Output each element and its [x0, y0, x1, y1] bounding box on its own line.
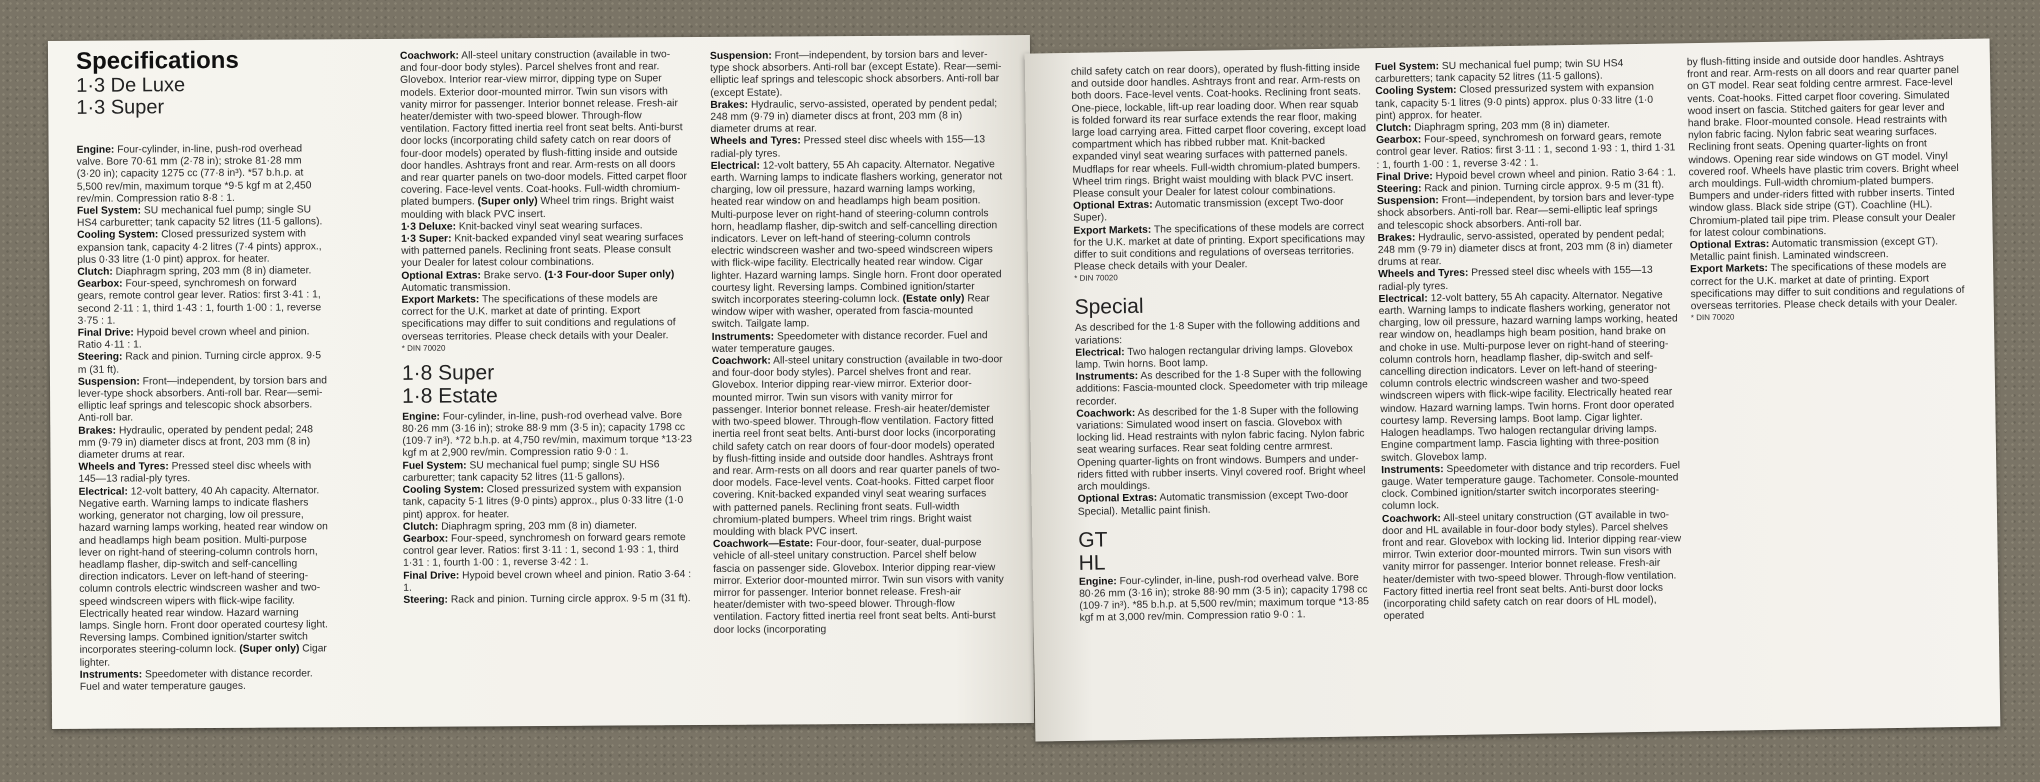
spec-paragraph	[1375, 82, 1676, 123]
spec-label: Electrical:	[1075, 346, 1125, 359]
spec-paragraph	[78, 351, 328, 377]
model-heading-2: 1·3 Super	[76, 96, 165, 119]
spec-paragraph	[710, 49, 1002, 100]
spec-label: Coachwork:	[711, 355, 771, 368]
spec-text: Speedometer with distance recorder. Fuel and water temperature gauges.	[711, 329, 988, 355]
spec-paragraph	[711, 159, 1004, 332]
spec-list	[1075, 343, 1373, 518]
spec-text: Four-cylinder, in-line, push-rod overhead valve. Bore 80·26 mm (3·16 in); stroke 88·90 mm (3·5 in); capacity 1798 cc (109·7 in³). *85 b.h.p. at 5,500 rev/min; maximum torque *13·85 kgf m at 3,000 rev/min. Compression ratio 9·0 : 1.	[1079, 572, 1370, 625]
spec-label: Steering:	[77, 352, 123, 364]
spec-paragraph	[78, 375, 328, 425]
spec-text: Four-cylinder, in-line, push-rod overhead valve. Bore 70·61 mm (2·78 in); stroke 81·28 mm (3·20 in); capacity 1275 cc (77·8 in³). *57 b.h.p. at 5,500 rev/min, maximum torque *9·5 kgf m at 2,450 rev/min. Compression ratio 8·8 : 1.	[76, 143, 312, 205]
spec-paragraph	[401, 232, 691, 270]
spec-text: The specifications of these models are correct for the U.K. market at date of printing. Export specifications may differ to suit conditions and regulations of overseas territories. Please check details with your Dealer.	[1073, 220, 1366, 274]
spec-paragraph	[77, 229, 327, 267]
spec-text: Rack and pinion. Turning circle approx. 9·5 m (31 ft).	[1421, 179, 1665, 195]
spec-label: Optional Extras:	[1072, 199, 1153, 213]
model-heading-gt: GT	[1078, 528, 1108, 552]
right-page	[1025, 38, 2001, 741]
left-page	[48, 35, 1034, 729]
din-footnote: * DIN 70020	[1690, 312, 1735, 323]
spec-paragraph	[401, 269, 691, 295]
model-heading-special: Special	[1074, 295, 1144, 320]
spec-label: Cooling System:	[402, 484, 484, 496]
spec-paragraph	[403, 569, 693, 595]
spec-text: Closed pressurized system with expansion tank, capacity 4·2 litres (7·4 pints) approx., plus 0·33 litre (1·0 pint) approx. for heater.	[77, 228, 322, 266]
model-heading-hl: HL	[1078, 551, 1106, 575]
spec-paragraph	[710, 98, 1002, 136]
spec-label: Coachwork—Estate:	[712, 538, 814, 551]
spec-label: Clutch:	[1375, 122, 1412, 135]
spec-label: Engine:	[402, 411, 441, 423]
spec-paragraph	[403, 593, 693, 607]
spec-text: Four-speed, synchromesh on forward gears remote control gear lever. Ratios: first 3·11 : 1, second 1·93 : 1, third 1·31 : 1, fourth 1·00 : 1, reverse 3·42 : 1.	[402, 532, 686, 570]
spec-text: The specifications of these models are correct for the U.K. market at date of printing. Export specifications may differ to suit conditions and regulations of overseas territories. Please check details with your Dealer.	[1690, 260, 1965, 313]
spec-label: Wheels and Tyres:	[78, 461, 169, 474]
spec-text: Speedometer with distance and trip recorders. Fuel gauge. Water temperature gauge. Tachometer. Console-mounted clock. Combined ignition/starter switch incorporates steering-column lock.	[1381, 460, 1681, 513]
spec-note: (Super only)	[474, 196, 538, 208]
spec-text: Four-speed, synchromesh on forward gears, remote control gear lever. Ratios: first 3·41 : 1, second 2·11 : 1, third 1·43 : 1, fourth 1·00 : 1, reverse 3·75 : 1.	[77, 277, 322, 327]
spec-list	[710, 49, 1006, 637]
spec-list	[1071, 62, 1369, 274]
spec-paragraph	[712, 354, 1005, 539]
spec-text: SU mechanical fuel pump; single SU HS4 carburetter; tank capacity 52 litres (11·5 gallons).	[76, 204, 323, 230]
spec-label: Optional Extras:	[1689, 238, 1770, 252]
spec-label: Electrical:	[710, 160, 760, 172]
spec-label: Electrical:	[78, 486, 128, 498]
spec-text: Front—independent, by torsion bars and lever-type shock absorbers. Anti-roll bar (except Estate). Rear—semi-elliptic leaf springs and telescopic shock absorbers. Anti-roll bar (except Estate).	[710, 49, 1002, 99]
spec-label: Export Markets:	[401, 294, 480, 306]
spec-text: Rack and pinion. Turning circle approx. 9·5 m (31 ft).	[447, 593, 691, 606]
spec-label: Cooling System:	[77, 229, 159, 242]
spec-text: Front—independent, by torsion bars and lever-type shock absorbers. Anti-roll bar. Rear—semi-elliptic leaf springs and telescopic shock absorbers. Anti-roll bar.	[1377, 191, 1675, 232]
column-1	[76, 47, 330, 694]
spec-paragraph	[77, 278, 327, 328]
spec-label: Final Drive:	[1376, 171, 1433, 183]
spec-label: Final Drive:	[77, 327, 134, 339]
spec-list	[77, 143, 330, 694]
spec-paragraph	[1076, 367, 1372, 408]
spec-label: Optional Extras:	[401, 270, 481, 282]
spec-text: Diaphragm spring, 203 mm (8 in) diameter.	[1411, 119, 1610, 134]
spec-paragraph	[711, 135, 1003, 161]
spec-text: Four-speed, synchromesh on forward gears, remote control gear lever. Ratios: first 3·11 : 1, second 1·93 : 1, third 1·31 : 1, fourth 1·00 : 1, reverse 3·42 : 1.	[1376, 130, 1676, 171]
spec-text: Hydraulic, operated by pendent pedal; 248 mm (9·79 in) diameter discs at front, 203 mm (8 in) diameter drums at rear.	[78, 424, 314, 461]
spec-label: Steering:	[403, 594, 449, 606]
spec-text: Knit-backed vinyl seat wearing surfaces.	[455, 220, 643, 233]
spec-text: As described for the 1·8 Super with the following additions: Fascia-mounted clock. Speedometer with trip mileage recorder.	[1075, 367, 1368, 408]
spec-text: As described for the 1·8 Super with the following variations: Simulated wood insert on fascia. Glovebox with locking lid. Head restraints with nylon fabric facing. Nylon fabric seat wearing surfaces. Rear seat folding centre armrest. Opening quarter-lights on front windows. Bumpers and under-riders fitted with rubber inserts. Vinyl covered roof. Bright wheel arch mouldings.	[1076, 404, 1366, 493]
spec-label: Export Markets:	[1073, 224, 1152, 237]
spec-label: Coachwork:	[399, 50, 459, 62]
column-4	[1071, 62, 1375, 625]
spec-paragraph	[1076, 404, 1372, 494]
spec-text: Automatic transmission (except Two-door Special). Metallic paint finish.	[1077, 489, 1349, 518]
special-intro: As described for the 1·8 Super with the following additions and variations:	[1074, 318, 1361, 347]
spec-text: All-steel unitary construction (available in two-door and four-door body styles). Parcel shelves front and rear. Glovebox. Interior dipping rear-view mirror. Exterior door-mounted mirror. Twin sun visors with vanity mirror for passenger. Interior bonnet release. Fresh-air heater/demister with two-speed blower. Through-flow ventilation. Factory fitted inertia reel front seat belts. Anti-burst door locks (incorporating child safety catch on rear doors of four-door models) operated by flush-fitting inside and outside door handles. Ashtrays front and rear. Arm-rests on all doors and rear quarter panels of two-door models. Face-level vents. Coat-hooks. Fitted carpet floor covering. Knit-backed expanded vinyl seat wearing surfaces with patterned panels. Reclining front seats. Full-width chromium-plated bumpers. Wheel trim rings. Bright waist moulding with black PVC insert.	[711, 354, 1003, 538]
spec-text: Diaphragm spring, 203 mm (8 in) diameter.	[112, 265, 312, 278]
spec-paragraph	[402, 459, 692, 485]
spec-paragraph	[1071, 62, 1368, 201]
model-heading-4: 1·8 Estate	[402, 384, 498, 408]
spec-text: 12-volt battery, 40 Ah capacity. Alternator. Negative earth. Warning lamps to indicate flashers working, generator not charging, low oil pressure, hazard warning lamps working, heated rear window on and headlamps high beam position. Multi-purpose lever on right-hand of steering-column controls horn, headlamp flasher, dip-switch and self-cancelling direction indicators. Lever on left-hand of steering-column controls electric windscreen washer and two-speed windscreen wipers with flick-wipe facility. Electrically heated rear window. Hazard warning lamps. Single horn. Front door operated courtesy light. Reversing lamps. Combined ignition/starter switch incorporates steering-column lock.	[78, 485, 328, 657]
spec-label: Instruments:	[79, 669, 143, 681]
spec-text: Hypoid bevel crown wheel and pinion. Ratio 3·64 : 1.	[403, 568, 692, 594]
din-footnote: * DIN 70020	[401, 343, 446, 353]
spec-text: Pressed steel disc wheels with 145—13 radial-ply tyres.	[78, 460, 312, 486]
spec-paragraph	[77, 143, 327, 206]
spec-text: Two halogen rectangular driving lamps. Glovebox lamp. Twin horns. Boot lamp.	[1075, 343, 1353, 371]
spec-label: 1·3 Super:	[401, 233, 452, 245]
spec-paragraph	[403, 483, 693, 521]
spec-label: Final Drive:	[403, 570, 460, 582]
spec-paragraph	[79, 485, 330, 670]
spec-text: All-steel unitary construction (available in two- and four-door body styles). Parcel shelves front and rear. Glovebox. Interior rear-view mirror, dipping type on Super models. Exterior door-mounted mirror. Twin sun visors with vanity mirror for passenger. Interior bonnet release. Fresh-air heater/demister with two-speed blower. Through-flow ventilation. Factory fitted inertia reel front seat belts. Anti-burst door locks (incorporating child safety catch on rear doors of four-door models) operated by flush-fitting inside and outside door handles. Ashtrays front and rear. Arm-rests on all doors and rear quarter panels on two-door models. Fitted carpet floor covering. Face-level vents. Coat-hooks. Full-width chromium-plated bumpers.	[400, 49, 687, 209]
spec-note: (Super only)	[236, 643, 300, 656]
spec-label: Export Markets:	[1690, 263, 1769, 276]
spec-text: Knit-backed expanded vinyl seat wearing surfaces with patterned panels. Reclining front seats. Please consult your Dealer for latest colour combinations.	[401, 232, 684, 270]
spec-paragraph	[1377, 192, 1678, 233]
spec-text: Four-door, four-seater, dual-purpose vehicle of all-steel unitary construction. Parcel shelf below fascia on passenger side. Glovebox. Interior dipping rear-view mirror. Exterior door-mounted mirror. Twin sun visors with vanity mirror for passenger. Interior bonnet release. Fresh-air heater/demister with two-speed blower. Through-flow ventilation. Factory fitted inertia reel front seat belts. Anti-burst door locks (incorporating	[713, 537, 1004, 636]
spec-paragraph	[80, 668, 330, 694]
column-2	[400, 49, 693, 607]
spec-paragraph	[1378, 228, 1679, 269]
spec-text: Automatic transmission (except Two-door Super).	[1073, 196, 1344, 225]
spec-label: Suspension:	[77, 376, 140, 388]
spec-text: SU mechanical fuel pump; single SU HS6 carburetter; tank capacity 52 litres (11·5 gallons).	[402, 458, 660, 484]
spec-paragraph	[1376, 131, 1677, 172]
spec-text: child safety catch on rear doors), operated by flush-fitting inside and outside door handles. Ashtrays front and rear. Arm-rests on both doors. Face-level vents. Coat-hooks. Reclining front seats. One-piece, lockable, lift-up rear loading door. When rear squab is folded forward its rear surface extends the rear floor, making large load carrying area. Fitted carpet floor covering, except load compartment which has ribbed rubber mat. Knit-backed expanded vinyl seat wearing surfaces with patterned panels. Mudflaps for rear wheels. Full-width chromium-plated bumpers. Wheel trim rings. Bright waist moulding with black PVC insert. Please consult your Dealer for latest colour combinations.	[1070, 62, 1367, 200]
spec-text: Hydraulic, servo-assisted, operated by pendent pedal; 248 mm (9·79 in) diameter discs at front, 203 mm (8 in) diameter drums at rear.	[710, 98, 998, 136]
spec-text-tail: Cigar lighter.	[79, 643, 327, 669]
spec-label: Instruments:	[711, 331, 775, 343]
page-title: Specifications	[75, 46, 239, 75]
spec-text: Pressed steel disc wheels with 155—13 radial-ply tyres.	[1378, 265, 1653, 293]
spec-paragraph	[402, 410, 692, 461]
spec-text: Speedometer with distance recorder. Fuel and water temperature gauges.	[79, 668, 313, 693]
spec-text: Closed pressurized system with expansion tank, capacity 5·1 litres (9·0 pints) approx., plus 0·33 litre (1·0 pint) approx. for heater.	[402, 483, 684, 521]
spec-paragraph	[1073, 221, 1369, 274]
spec-label: Gearbox:	[77, 278, 123, 291]
spec-paragraph	[401, 293, 691, 344]
spec-paragraph	[712, 330, 1004, 356]
spec-label: Instruments:	[1381, 463, 1444, 476]
spec-paragraph	[1079, 572, 1375, 625]
spec-text-tail: Automatic transmission.	[401, 282, 511, 294]
spec-text: Diaphragm spring, 203 mm (8 in) diameter.	[438, 520, 637, 533]
spec-paragraph	[1078, 490, 1373, 519]
spec-label: Gearbox:	[402, 533, 449, 545]
spec-text: Hydraulic, servo-assisted, operated by pendent pedal; 248 mm (9·79 in) diameter discs at front, 203 mm (8 in) diameter drums at rear.	[1377, 228, 1673, 269]
spec-label: Brakes:	[78, 425, 117, 437]
spec-text: Rack and pinion. Turning circle approx. 9·5 m (31 ft).	[77, 350, 322, 376]
spec-paragraph	[1690, 260, 1971, 313]
spec-paragraph	[1378, 289, 1681, 465]
spec-label: Brakes:	[710, 99, 749, 111]
spec-text: 12-volt battery, 55 Ah capacity. Alternator. Negative earth. Warning lamps to indicate flashers working, generator not charging, low oil pressure, hazard warning lamps working, heated rear window on, headlamps high beam position, hand brake on and choke in use. Multi-purpose lever on right-hand of steering-column controls horn, headlamp flasher, dip-switch and self-cancelling direction indicators. Lever on left-hand of steering-column controls electric windscreen washer and two-speed windscreen wipers with flick-wipe facility. Electrically heated rear window. Hazard warning lamps. Twin horns. Front door operated courtesy lamp. Reversing lamps. Boot lamp. Cigar lighter. Halogen headlamps. Two halogen rectangular driving lamps. Engine compartment lamp. Fascia lighting with three-position switch. Glovebox lamp.	[1378, 289, 1678, 464]
spec-paragraph	[78, 326, 328, 352]
spec-label: Brakes:	[1377, 232, 1416, 244]
spec-text-tail: Rear window wiper with washer, operated from fascia-mounted switch. Tailgate lamp.	[711, 293, 990, 331]
spec-text: Pressed steel disc wheels with 155—13 radial-ply tyres.	[710, 134, 986, 160]
spec-list	[402, 410, 693, 607]
spec-list	[1375, 57, 1684, 623]
model-heading-1: 1·3 De Luxe	[76, 74, 186, 97]
spec-list	[400, 49, 692, 344]
spec-label: Fuel System:	[402, 460, 467, 472]
spec-paragraph	[400, 49, 691, 222]
spec-label: Optional Extras:	[1077, 492, 1158, 506]
spec-text: Four-cylinder, in-line, push-rod overhead valve. Bore 80·26 mm (3·16 in); stroke 88·9 mm (3·5 in); capacity 1798 cc (109·7 in³). *72 b.h.p. at 4,750 rev/min, maximum torque *13·23 kgf m at 2,900 rev/min. Compression ratio 9·0 : 1.	[402, 410, 692, 460]
spec-text: by flush-fitting inside and outside door handles. Ashtrays front and rear. Arm-rests on all doors and rear quarter panel on GT model. Rear seat folding centre armrest. Face-level vents. Coat-hooks. Fitted carpet floor covering. Simulated wood insert on fascia. Stitched gaiters for gear lever and hand brake. Floor-mounted console. Head restraints with nylon fabric facing. Nylon fabric seat wearing surfaces. Reclining front seats. Opening quarter-lights on front windows. Opening rear side windows on GT model. Vinyl covered roof. Wheels have plastic trim covers. Bright wheel arch mouldings. Full-width chromium-plated bumpers. Bumpers and under-riders fitted with rubber inserts. Tinted window glass. Black side stripe (GT). Coachline (HL). Chromium-plated tail pipe trim. Please consult your Dealer for latest colour combinations.	[1686, 53, 1960, 240]
spec-text: Hypoid bevel crown wheel and pinion. Ratio 3·64 : 1.	[1432, 167, 1677, 183]
spec-label: Engine:	[1078, 575, 1117, 588]
spec-paragraph	[713, 537, 1006, 636]
spec-label: Fuel System:	[1374, 61, 1440, 74]
spec-text: Front—independent, by torsion bars and lever-type shock absorbers. Anti-roll bar. Rear—semi-elliptic leaf springs and telescopic shock absorbers. Anti-roll bar.	[78, 375, 328, 425]
column-5	[1375, 57, 1684, 623]
spec-label: Coachwork:	[1076, 407, 1136, 420]
spec-text: 12-volt battery, 55 Ah capacity. Alternator. Negative earth. Warning lamps to indicate flashers working, generator not charging, low oil pressure, hazard warning lamps working, heated rear window on and headlamps high beam position. Multi-purpose lever on right-hand of steering-column controls horn, headlamp flasher, dip-switch and self-cancelling direction indicators. Lever on left-hand of steering-column controls electric windscreen washer and two-speed windscreen wipers with flick-wipe facility. Electrically heated rear window. Cigar lighter. Hazard warning lamps. Single horn. Front door operated courtesy light. Reversing lamps. Combined ignition/starter switch incorporates steering-column lock.	[710, 159, 1003, 307]
column-3	[710, 49, 1006, 637]
spec-list	[1079, 572, 1375, 625]
spec-label: Suspension:	[709, 50, 772, 62]
spec-label: Wheels and Tyres:	[710, 135, 801, 148]
spec-label: Clutch:	[77, 266, 113, 278]
spec-text: Automatic transmission (except GT). Metallic paint finish. Laminated windscreen.	[1689, 236, 1939, 264]
column-6	[1687, 53, 1971, 324]
spec-text: Hypoid bevel crown wheel and pinion. Ratio 4·11 : 1.	[77, 326, 310, 352]
spec-text: All-steel unitary construction (GT available in two-door and HL available in four-door body styles). Parcel shelves front and rear. Glovebox with locking lid. Interior dipping rear-view mirror. Twin exterior door-mounted mirrors. Twin sun visors with vanity mirror for passenger. Interior bonnet release. Fresh-air heater/demister with two-speed blower. Through-flow ventilation. Factory fitted inertia reel front seat belts. Anti-burst door locks (incorporating child safety catch on rear doors of HL model), operated	[1382, 509, 1682, 623]
spec-label: Wheels and Tyres:	[1378, 268, 1469, 281]
din-footnote: * DIN 70020	[1074, 273, 1118, 284]
spec-text: Closed pressurized system with expansion tank, capacity 5·1 litres (9·0 pints) approx. plus 0·33 litre (1·0 pint) approx. for heater.	[1375, 82, 1655, 122]
spec-paragraph	[403, 532, 693, 570]
spec-paragraph	[1687, 53, 1970, 240]
spec-paragraph	[78, 424, 328, 462]
spec-label: Suspension:	[1376, 195, 1439, 208]
spec-label: Steering:	[1376, 183, 1422, 196]
model-heading-3: 1·8 Super	[401, 361, 495, 385]
spec-list	[1687, 53, 1971, 314]
spec-label: Gearbox:	[1375, 134, 1422, 147]
spec-note: (Estate only)	[899, 293, 965, 305]
spec-text-tail: Wheel trim rings. Bright waist moulding with black PVC insert.	[400, 195, 674, 221]
spec-paragraph	[77, 204, 327, 230]
spec-label: 1·3 Deluxe:	[401, 221, 457, 233]
spec-label: Fuel System:	[76, 205, 142, 217]
spec-text: Brake servo.	[480, 269, 542, 282]
spec-paragraph	[1382, 509, 1684, 624]
spec-label: Electrical:	[1378, 293, 1428, 305]
spec-label: Engine:	[76, 144, 115, 156]
spec-text: The specifications of these models are correct for the U.K. market at date of printing. Export specifications may differ to suit conditions and regulations of overseas territories. Please check details with your Dealer.	[401, 293, 676, 343]
spec-label: Coachwork:	[1381, 512, 1442, 525]
spec-label: Instruments:	[1075, 371, 1139, 384]
spec-paragraph	[1381, 460, 1682, 514]
spec-paragraph	[78, 461, 328, 487]
spec-label: Clutch:	[402, 521, 439, 533]
spec-label: Cooling System:	[1375, 85, 1457, 98]
spec-note: (1·3 Four-door Super only)	[541, 268, 675, 281]
spec-text: SU mechanical fuel pump; twin SU HS4 carburetters; tank capacity 52 litres (11·5 gallons).	[1375, 58, 1624, 86]
